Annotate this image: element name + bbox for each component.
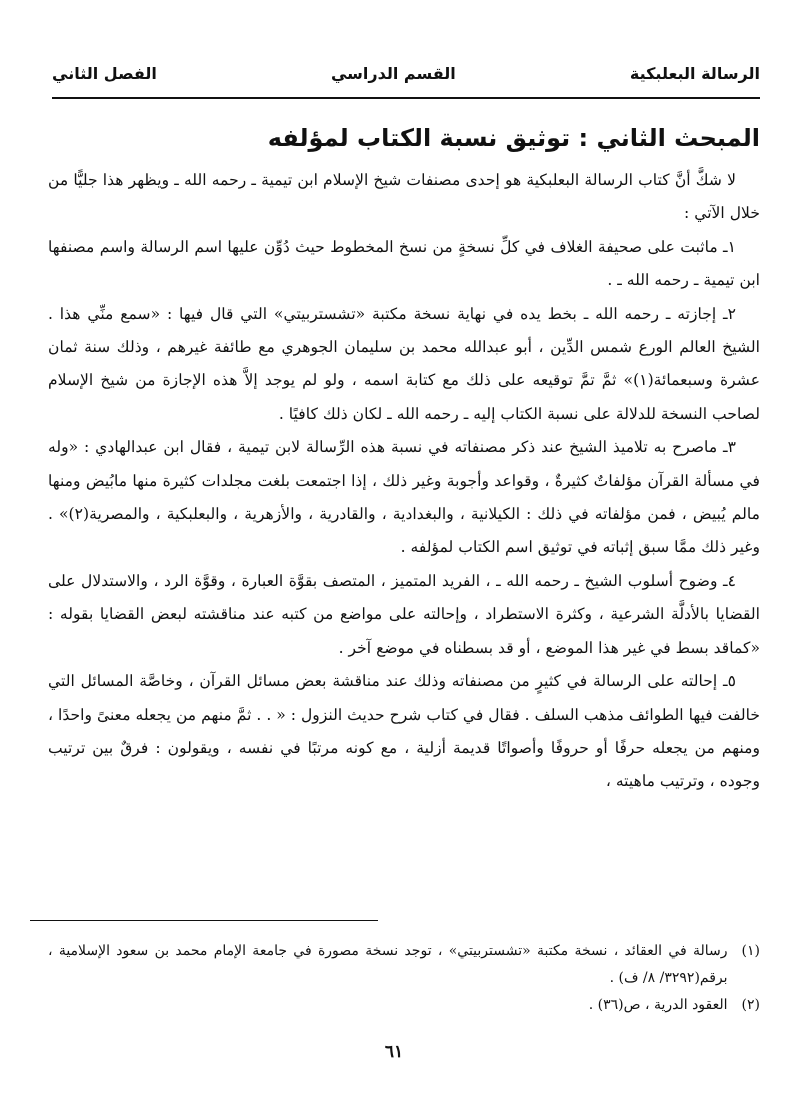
footnote-text: رسالة في العقائد ، نسخة مكتبة «تشستربيتي» ، توجد نسخة مصورة في جامعة الإمام محمد بن سعود الإسلامية ، برقم(٣٢٩٢/ ٨/ ف) . — [48, 943, 728, 986]
footnote-divider — [30, 920, 378, 921]
header-chapter: الفصل الثاني — [52, 63, 157, 83]
paragraph-3: ٣ـ ماصرح به تلاميذ الشيخ عند ذكر مصنفاته في نسبة هذه الرِّسالة لابن تيمية ، فقال ابن عبدالهادي : «وله في مسألة القرآن مؤلفاتٌ كثيرةٌ ، وقواعد وأجوبة وغير ذلك ، إذا اجتمعت بلغت مجلدات كثيرة منها مابُيض ومنها مالم يُبيض ، فمن مؤلفاته في ذلك : الكيلانية ، والبغدادية ، والقادرية ، والأزهرية ، والبعلبكية ، والمصرية(٢)» . وغير ذلك ممَّا سبق إثباته في توثيق اسم الكتاب لمؤلفه . — [48, 438, 760, 557]
header-book-title: الرسالة البعلبكية — [629, 63, 760, 83]
paragraph-1: ١ـ ماثبت على صحيفة الغلاف في كلِّ نسخةٍ من نسخ المخطوط حيث دُوِّن عليها اسم الرسالة واسم مصنفها ابن تيمية ـ رحمه الله ـ . — [48, 237, 760, 290]
footnote-number: (٢) — [741, 997, 760, 1013]
footnote-text: العقود الدرية ، ص(٣٦) . — [588, 997, 728, 1013]
section-heading: المبحث الثاني : توثيق نسبة الكتاب لمؤلفه — [267, 124, 760, 152]
footnote — [48, 938, 760, 992]
page-body — [48, 118, 760, 799]
header-section: القسم الدراسي — [330, 63, 456, 83]
header-divider — [52, 97, 760, 99]
paragraph-2: ٢ـ إجازته ـ رحمه الله ـ بخط يده في نهاية نسخة مكتبة «تشستربيتي» التي قال فيها : «سمع منِّي هذا . الشيخ العالم الورع شمس الدِّين ، أبو عبدالله محمد بن سليمان الجوهري مع طائفة غيرهم ، وذلك سنة ثمان عشرة وسبعمائة(١)» ثمَّ تمَّ توقيعه على ذلك مع كتابة اسمه ، ولو لم يوجد إلاَّ هذه الإجازة من شيخ الإسلام لصاحب النسخة للدلالة على نسبة الكتاب إليه ـ رحمه الله ـ لكان ذلك كافيًا . — [48, 304, 760, 423]
footnotes — [48, 938, 760, 1019]
footnote-number: (١) — [741, 943, 760, 959]
intro-paragraph: لا شكَّ أنَّ كتاب الرسالة البعلبكية هو إحدى مصنفات شيخ الإسلام ابن تيمية ـ رحمه الله ـ ويظهر هذا جليًّا من خلال الآتي : — [48, 171, 760, 223]
footnote — [48, 992, 760, 1019]
page-number: ٦١ — [384, 1042, 404, 1062]
paragraph-5: ٥ـ إحالته على الرسالة في كثيرٍ من مصنفاته وذلك عند مناقشة بعض مسائل القرآن ، وخاصَّة المسائل التي خالفت فيها الطوائف مذهب السلف . فقال في كتاب شرح حديث النزول : « . . ثمَّ منهم من يجعله معنىً واحدًا ، ومنهم من يجعله حرفًا أو حروفًا وأصواتًا قديمة أزلية ، مع كونه مرتبًا في نفسه ، ويقولون : فرقٌ بين ترتيب وجوده ، وترتيب ماهيته ، — [48, 672, 760, 791]
paragraph-4: ٤ـ وضوح أسلوب الشيخ ـ رحمه الله ـ ، الفريد المتميز ، المتصف بقوَّة العبارة ، وقوَّة الرد ، والاستدلال على القضايا بالأدلَّة الشرعية ، وكثرة الاستطراد ، وإحالته على مواضع من كتبه عند مناقشته لبعض القضايا بقوله : «كماقد بسط في غير هذا الموضع ، أو قد بسطناه في موضع آخر . — [48, 571, 760, 657]
running-header — [52, 58, 760, 88]
